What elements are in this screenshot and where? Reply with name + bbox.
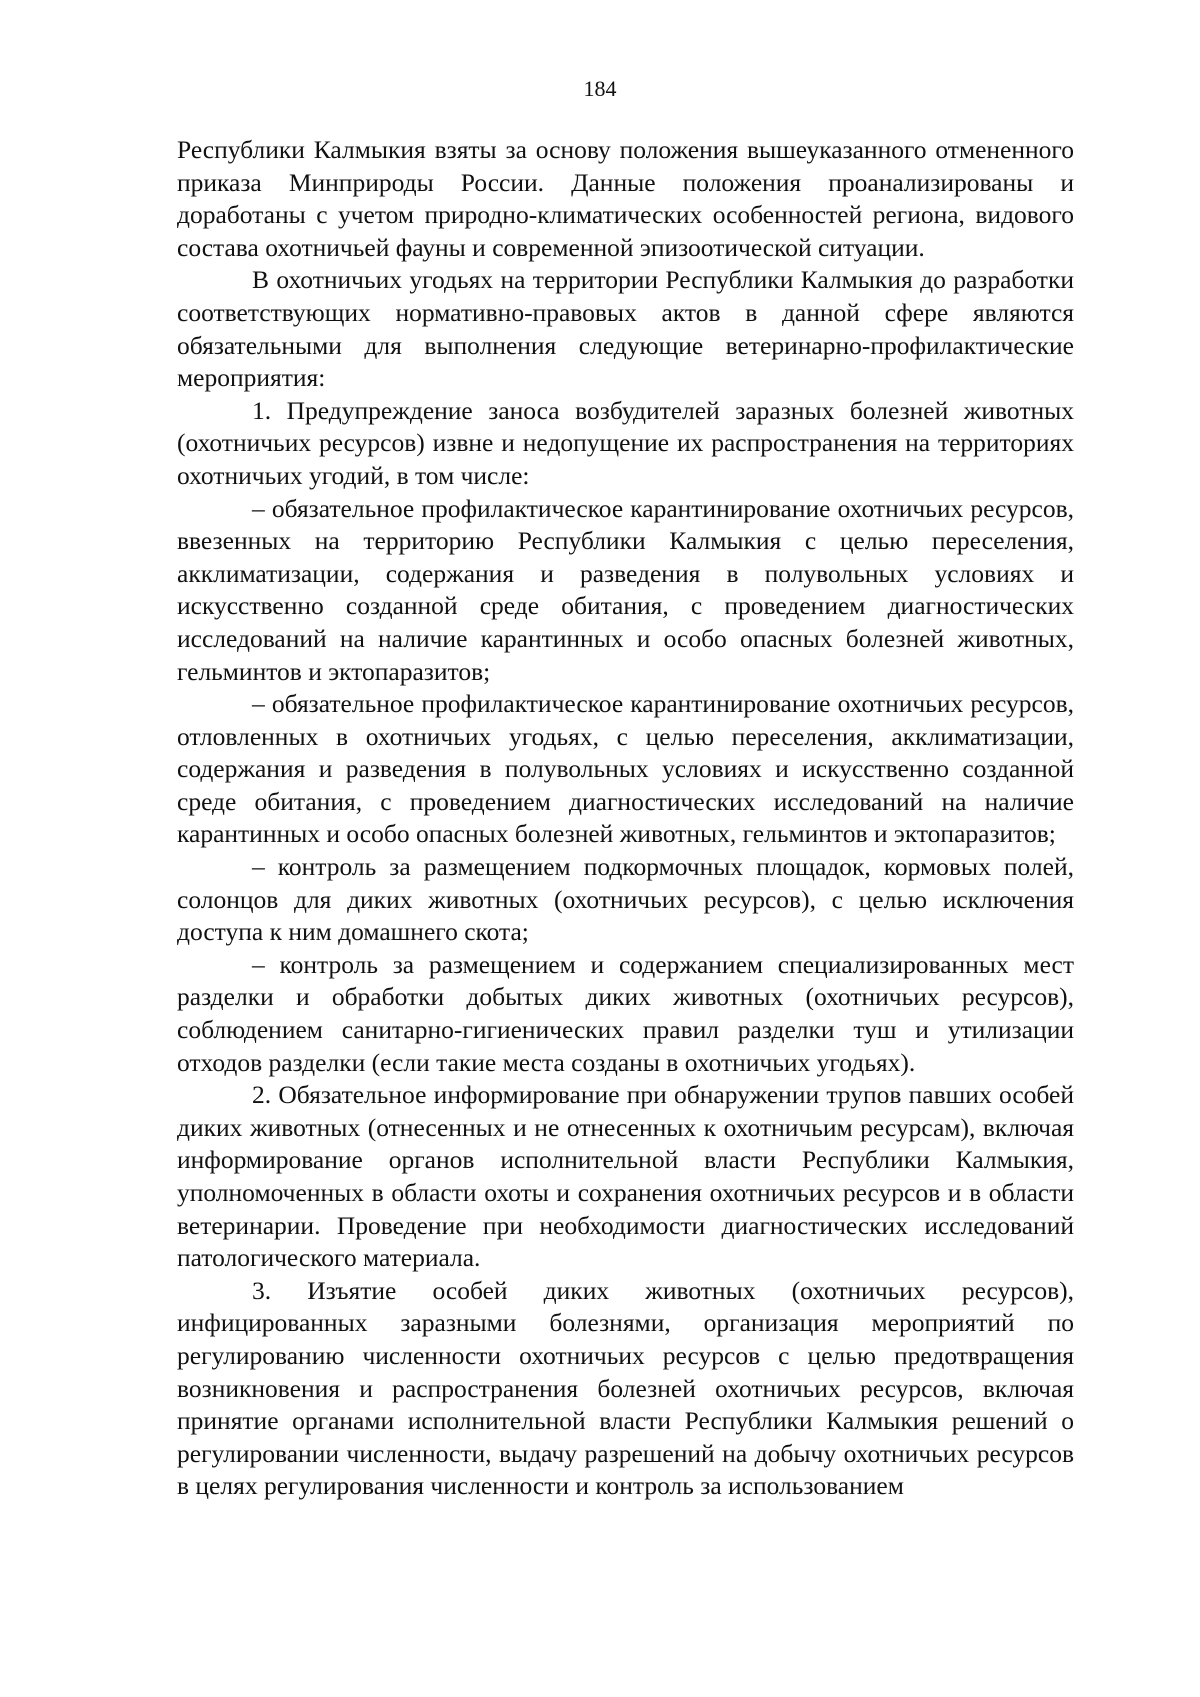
paragraph: Республики Калмыкия взяты за основу положения вышеуказанного отмененного приказа Минприроды России. Данные положения проанализированы и доработаны с учетом природно-климатических особенностей региона, видового состава охотничьей фауны и современной эпизоотической ситуации. <box>177 135 1074 262</box>
paragraph: В охотничьих угодьях на территории Республики Калмыкия до разработки соответствующих нормативно-правовых актов в данной сфере являются обязательными для выполнения следующие ветеринарно-профилактические мероприятия: <box>177 265 1074 393</box>
page-number: 184 <box>583 76 617 101</box>
paragraph: – контроль за размещением и содержанием специализированных мест разделки и обработки добытых диких животных (охотничьих ресурсов), соблюдением санитарно-гигиенических правил разделки туш и утилизации отходов разделки (если такие места созданы в охотничьих угодьях). <box>177 949 1074 1077</box>
document-body <box>177 134 1074 1503</box>
paragraph: – обязательное профилактическое карантинирование охотничьих ресурсов, ввезенных на территорию Республики Калмыкия с целью переселения, акклиматизации, содержания и разведения в полувольных условиях и искусственно созданной среде обитания, с проведением диагностических исследований на наличие карантинных и особо опасных болезней животных, гельминтов и эктопаразитов; <box>177 493 1074 686</box>
paragraph: 3. Изъятие особей диких животных (охотничьих ресурсов), инфицированных заразными болезнями, организация мероприятий по регулированию численности охотничьих ресурсов с целью предотвращения возникновения и распространения болезней охотничьих ресурсов, включая принятие органами исполнительной власти Республики Калмыкия решений о регулировании численности, выдачу разрешений на добычу охотничьих ресурсов в целях регулирования численности и контроль за использованием <box>177 1275 1074 1501</box>
paragraph: 1. Предупреждение заноса возбудителей заразных болезней животных (охотничьих ресурсов) извне и недопущение их распространения на территориях охотничьих угодий, в том числе: <box>177 395 1074 490</box>
paragraph: 2. Обязательное информирование при обнаружении трупов павших особей диких животных (отнесенных и не отнесенных к охотничьим ресурсам), включая информирование органов исполнительной власти Республики Калмыкия, уполномоченных в области охоты и сохранения охотничьих ресурсов и в области ветеринарии. Проведение при необходимости диагностических исследований патологического материала. <box>177 1080 1074 1273</box>
paragraph: – обязательное профилактическое карантинирование охотничьих ресурсов, отловленных в охотничьих угодьях, с целью переселения, акклиматизации, содержания и разведения в полувольных условиях и искусственно созданной среде обитания, с проведением диагностических исследований на наличие карантинных и особо опасных болезней животных, гельминтов и эктопаразитов; <box>177 689 1074 849</box>
paragraph: – контроль за размещением подкормочных площадок, кормовых полей, солонцов для диких животных (охотничьих ресурсов), с целью исключения доступа к ним домашнего скота; <box>177 852 1074 947</box>
